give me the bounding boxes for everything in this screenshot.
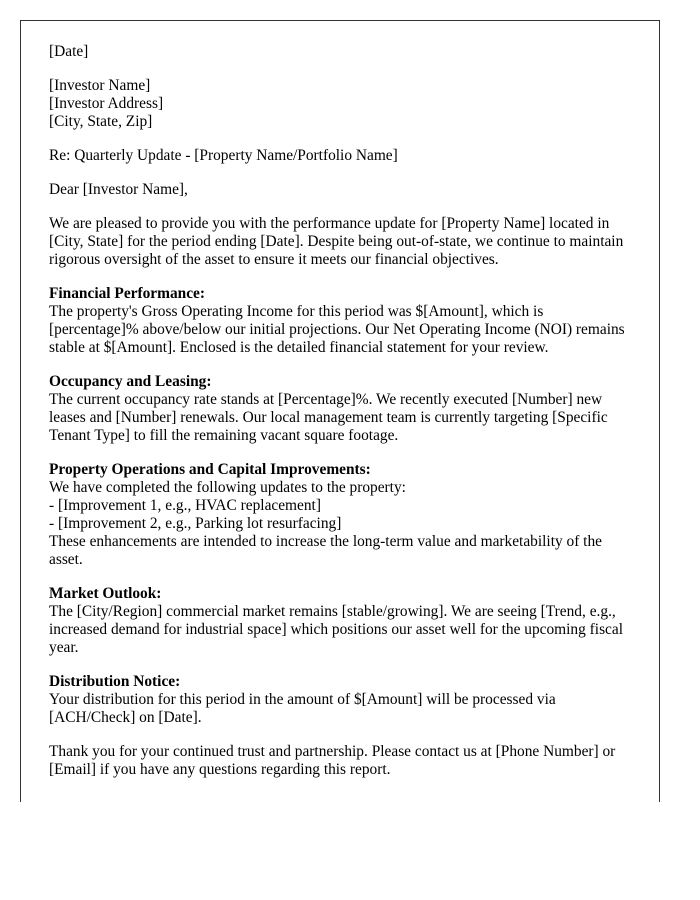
improvement-item: - [Improvement 2, e.g., Parking lot resurfacing] [49, 515, 342, 532]
subject-line: Re: Quarterly Update - [Property Name/Portfolio Name] [49, 147, 398, 164]
section-heading-occupancy: Occupancy and Leasing: [49, 373, 212, 390]
recipient-city-state-zip: [City, State, Zip] [49, 113, 153, 130]
section-financial [49, 285, 631, 357]
salutation: Dear [Investor Name], [49, 181, 188, 198]
section-market [49, 585, 631, 657]
letter-date: [Date] [49, 43, 89, 60]
section-heading-distribution: Distribution Notice: [49, 673, 181, 690]
section-occupancy [49, 373, 631, 445]
closing-paragraph: Thank you for your continued trust and partnership. Please contact us at [Phone Number] or [Email] if you have any questions regarding this report. [49, 743, 616, 778]
section-heading-operations: Property Operations and Capital Improvements: [49, 461, 371, 478]
section-operations [49, 461, 631, 569]
section-body-distribution: Your distribution for this period in the amount of $[Amount] will be processed via [ACH/Check] on [Date]. [49, 691, 556, 726]
intro-paragraph: We are pleased to provide you with the performance update for [Property Name] located in [City, State] for the period ending [Date]. Despite being out-of-state, we continue to maintain rigorous oversight of the asset to ensure it meets our financial objectives. [49, 215, 624, 268]
section-distribution [49, 673, 631, 727]
recipient-block [49, 77, 631, 131]
letter-frame [20, 20, 660, 802]
letter-body [21, 21, 659, 779]
section-heading-financial: Financial Performance: [49, 285, 205, 302]
improvement-item: - [Improvement 1, e.g., HVAC replacement] [49, 497, 321, 514]
section-heading-market: Market Outlook: [49, 585, 162, 602]
section-body-financial: The property's Gross Operating Income for this period was $[Amount], which is [percentage]% above/below our initial projections. Our Net Operating Income (NOI) remains stable at $[Amount]. Enclosed is the detailed financial statement for your review. [49, 303, 625, 356]
section-closing-operations: These enhancements are intended to increase the long-term value and marketability of the asset. [49, 533, 602, 568]
recipient-name: [Investor Name] [49, 77, 151, 94]
section-body-occupancy: The current occupancy rate stands at [Percentage]%. We recently executed [Number] new leases and [Number] renewals. Our local management team is currently targeting [Specific Tenant Type] to fill the remaining vacant square footage. [49, 391, 608, 444]
section-intro-operations: We have completed the following updates to the property: [49, 479, 406, 496]
section-body-market: The [City/Region] commercial market remains [stable/growing]. We are seeing [Trend, e.g., increased demand for industrial space] which positions our asset well for the upcoming fiscal year. [49, 603, 623, 656]
recipient-address: [Investor Address] [49, 95, 164, 112]
